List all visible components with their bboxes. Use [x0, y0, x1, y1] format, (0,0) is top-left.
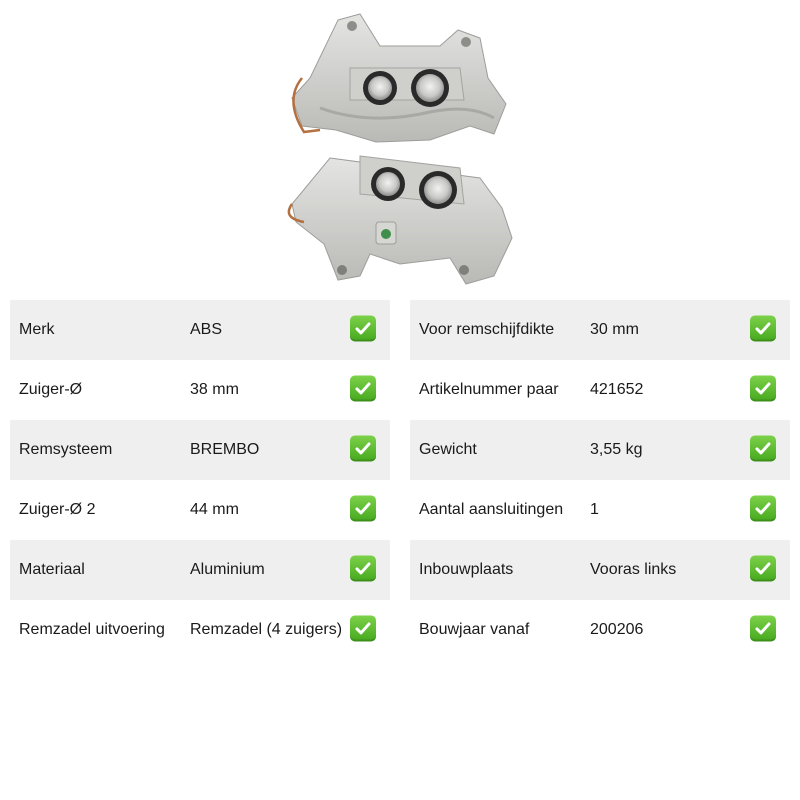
spec-value: 3,55 kg	[590, 441, 643, 458]
spec-label: Inbouwplaats	[419, 561, 514, 578]
spec-label: Bouwjaar vanaf	[419, 621, 530, 638]
spec-row	[10, 540, 390, 600]
spec-label: Zuiger-Ø	[19, 381, 83, 398]
spec-row	[410, 540, 790, 600]
check-icon	[350, 315, 376, 341]
spec-value: Aluminium	[190, 561, 265, 578]
spec-value: 44 mm	[190, 501, 239, 518]
spec-value: 1	[590, 501, 599, 518]
spec-value: 38 mm	[190, 381, 239, 398]
check-icon	[350, 495, 376, 521]
check-icon	[750, 495, 776, 521]
check-icon	[750, 315, 776, 341]
check-icon	[350, 555, 376, 581]
spec-table-right	[410, 300, 790, 660]
spec-row	[10, 360, 390, 420]
check-icon	[350, 435, 376, 461]
spec-row	[410, 420, 790, 480]
spec-label: Merk	[19, 321, 55, 338]
spec-row	[10, 300, 390, 360]
spec-value: 30 mm	[590, 321, 639, 338]
spec-row	[10, 600, 390, 660]
spec-row	[10, 420, 390, 480]
spec-value: BREMBO	[190, 441, 260, 458]
spec-row	[410, 600, 790, 660]
check-icon	[750, 555, 776, 581]
check-icon	[750, 615, 776, 641]
brake-caliper-pair-image	[280, 8, 520, 288]
check-icon	[750, 435, 776, 461]
spec-value: Vooras links	[590, 561, 677, 578]
spec-label: Zuiger-Ø 2	[19, 501, 96, 518]
check-icon	[750, 375, 776, 401]
spec-value: 421652	[590, 381, 644, 398]
spec-label: Artikelnummer paar	[419, 381, 559, 398]
spec-value: ABS	[190, 321, 223, 338]
spec-label: Remsysteem	[19, 441, 113, 458]
spec-row	[410, 480, 790, 540]
spec-label: Gewicht	[419, 441, 477, 458]
spec-table-left	[10, 300, 390, 660]
check-icon	[350, 615, 376, 641]
spec-value: Remzadel (4 zuigers)	[190, 621, 343, 638]
spec-row	[410, 360, 790, 420]
spec-label: Remzadel uitvoering	[19, 621, 165, 638]
check-icon	[350, 375, 376, 401]
spec-label: Aantal aansluitingen	[419, 501, 564, 518]
spec-label: Voor remschijfdikte	[419, 321, 555, 338]
spec-row	[10, 480, 390, 540]
spec-value: 200206	[590, 621, 644, 638]
spec-row	[410, 300, 790, 360]
spec-label: Materiaal	[19, 561, 85, 578]
